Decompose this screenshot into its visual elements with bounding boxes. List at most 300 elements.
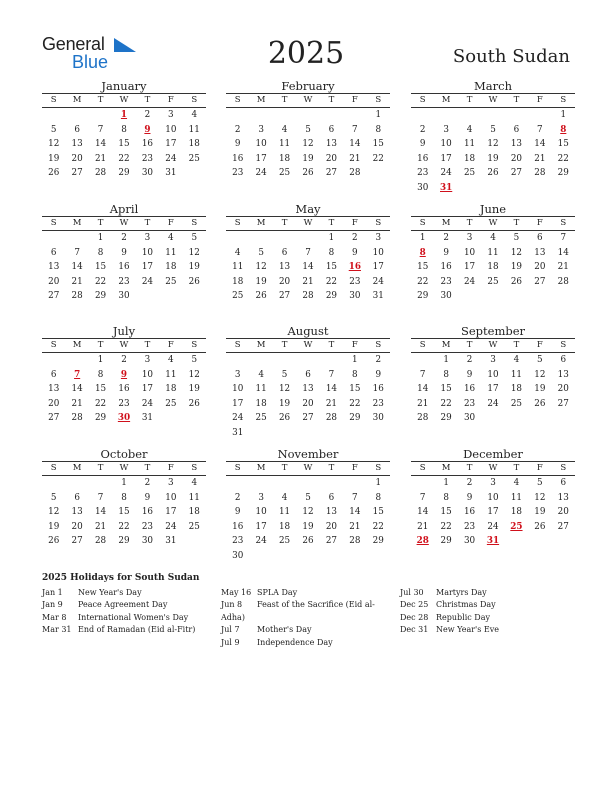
empty-cell (343, 476, 366, 491)
day-cell: 23 (141, 153, 154, 164)
weekday-label: T (513, 340, 520, 350)
day-cell: 1 (443, 355, 449, 365)
day-cell: 21 (302, 276, 314, 287)
day-cell: 2 (466, 478, 473, 488)
weekday-label: S (50, 463, 57, 473)
day-cell: 12 (48, 139, 60, 149)
day-cell: 29 (94, 291, 107, 301)
month-name: April (109, 202, 139, 216)
day-cell: 13 (71, 507, 83, 517)
month-june (411, 202, 575, 304)
day-cell: 14 (349, 139, 361, 149)
weekday-label: S (191, 218, 198, 228)
empty-cell (434, 108, 457, 123)
day-cell: 5 (191, 233, 198, 243)
empty-cell (343, 108, 366, 123)
weekday-label: T (144, 218, 151, 228)
weekday-label: S (419, 218, 426, 228)
day-cell: 25 (188, 521, 200, 532)
day-cell: 2 (144, 110, 151, 120)
day-cell: 12 (302, 139, 314, 149)
day-cell: 2 (144, 478, 151, 488)
weekday-label: S (560, 340, 567, 350)
weekday-label: T (466, 463, 473, 473)
day-cell: 12 (255, 262, 267, 272)
day-cell: 11 (165, 247, 177, 258)
holiday-name: Martyrs Day (436, 588, 487, 597)
empty-cell (296, 108, 319, 123)
weekday-label: S (234, 463, 241, 473)
holiday-name: New Year's Day (78, 588, 142, 597)
weekday-label: S (50, 95, 57, 105)
day-cell: 19 (278, 398, 291, 409)
day-cell: 17 (487, 384, 499, 394)
weekday-label: W (303, 95, 313, 105)
month-november (226, 447, 390, 563)
day-cell: 10 (463, 247, 476, 258)
day-cell: 24 (165, 153, 177, 164)
day-cell: 21 (349, 521, 361, 532)
weekday-label: W (488, 218, 498, 228)
day-cell: 8 (352, 369, 358, 380)
day-cell: 9 (466, 492, 473, 503)
weekday-header (42, 93, 206, 108)
day-cell: 18 (278, 521, 291, 532)
day-cell: 13 (302, 384, 314, 394)
weekday-label: W (303, 463, 313, 473)
day-cell: 17 (463, 262, 476, 272)
empty-cell (89, 476, 112, 491)
day-cell: 4 (234, 247, 241, 258)
day-cell: 30 (417, 182, 429, 193)
day-cell: 11 (463, 139, 476, 149)
weekday-label: S (375, 218, 382, 228)
weekday-label: T (144, 95, 151, 105)
day-cell: 8 (97, 247, 104, 258)
weekday-label: T (466, 218, 473, 228)
weekday-label: S (419, 340, 426, 350)
day-cell: 10 (141, 247, 154, 258)
day-cell: 18 (510, 507, 523, 517)
day-cell: 26 (510, 276, 523, 287)
day-cell: 27 (325, 168, 338, 178)
day-cell: 20 (48, 398, 60, 409)
day-cell: 7 (328, 369, 335, 380)
empty-cell (273, 108, 296, 123)
day-cell: 18 (188, 507, 200, 517)
holiday-item (400, 599, 499, 611)
holiday-name: Peace Agreement Day (78, 600, 168, 610)
day-cell: 18 (255, 398, 267, 409)
day-cell: 20 (302, 398, 314, 409)
day-cell: 30 (349, 291, 361, 301)
day-cell: 12 (534, 369, 546, 380)
weekday-header (42, 461, 206, 476)
day-cell: 28 (325, 413, 338, 423)
day-cell: 7 (97, 124, 104, 135)
holiday-name: End of Ramadan (Eid al-Fitr) (78, 625, 196, 635)
holiday-day-cell: 30 (117, 413, 131, 423)
day-cell: 19 (302, 153, 314, 164)
day-cell: 27 (71, 168, 83, 178)
day-cell: 19 (487, 153, 499, 164)
weekday-label: S (375, 340, 382, 350)
day-cell: 4 (258, 369, 264, 380)
holiday-date: Dec 25 (400, 600, 429, 610)
empty-cell (42, 476, 65, 491)
day-cell: 1 (97, 233, 104, 243)
weekday-header (411, 338, 575, 353)
day-cell: 11 (188, 492, 200, 503)
day-cell: 29 (557, 168, 569, 178)
day-cell: 31 (372, 291, 384, 301)
day-cell: 12 (534, 492, 546, 503)
holiday-date: Jul 30 (400, 588, 424, 597)
holiday-item (42, 587, 195, 599)
weekday-label: S (191, 463, 198, 473)
month-july (42, 324, 206, 426)
day-cell: 8 (443, 492, 449, 503)
holiday-date: Jan 1 (42, 588, 63, 597)
day-cell: 22 (349, 398, 361, 409)
weekday-label: M (72, 463, 82, 473)
day-cell: 14 (71, 262, 83, 272)
day-cell: 31 (232, 427, 244, 438)
month-name: June (479, 202, 507, 216)
day-cell: 3 (466, 233, 473, 243)
day-cell: 14 (534, 139, 546, 149)
day-cell: 18 (165, 384, 177, 394)
day-cell: 9 (443, 247, 449, 258)
day-cell: 21 (71, 398, 83, 409)
weekday-header (226, 461, 390, 476)
weekday-header (411, 93, 575, 108)
weekday-label: W (119, 218, 129, 228)
day-cell: 7 (305, 247, 311, 258)
day-cell: 17 (141, 384, 154, 394)
holiday-date: Jul 7 (221, 625, 240, 635)
day-cell: 27 (557, 521, 569, 532)
day-cell: 29 (94, 413, 107, 423)
day-cell: 15 (118, 507, 130, 517)
day-cell: 5 (50, 124, 57, 135)
holiday-day-cell: 8 (419, 247, 426, 258)
empty-cell (458, 108, 481, 123)
holiday-column (400, 587, 499, 637)
day-cell: 21 (534, 153, 546, 164)
month-september (411, 324, 575, 426)
day-cell: 19 (188, 384, 200, 394)
month-march (411, 79, 575, 195)
empty-cell (226, 108, 249, 123)
day-cell: 13 (278, 262, 291, 272)
day-cell: 10 (141, 369, 154, 380)
weekday-label: S (234, 340, 241, 350)
day-cell: 20 (71, 521, 83, 532)
holiday-date: Mar 31 (42, 625, 72, 635)
day-cell: 6 (560, 355, 567, 365)
weekday-label: W (303, 340, 313, 350)
day-cell: 16 (463, 507, 476, 517)
day-cell: 5 (305, 124, 311, 135)
day-cell: 16 (463, 384, 476, 394)
day-cell: 13 (48, 262, 60, 272)
empty-cell (65, 231, 88, 246)
empty-cell (411, 108, 434, 123)
weekday-label: F (536, 340, 543, 350)
day-cell: 28 (557, 276, 569, 287)
weekday-label: T (97, 340, 104, 350)
weekday-label: W (119, 340, 129, 350)
day-grid (42, 108, 206, 181)
holiday-date: Dec 28 (400, 612, 429, 622)
empty-cell (89, 108, 112, 123)
day-cell: 24 (487, 398, 499, 409)
day-grid (42, 476, 206, 549)
day-cell: 20 (534, 262, 546, 272)
day-cell: 11 (255, 384, 267, 394)
day-cell: 25 (487, 276, 499, 287)
day-cell: 7 (74, 247, 80, 258)
holiday-item (221, 612, 375, 624)
day-cell: 19 (48, 153, 60, 164)
day-cell: 30 (232, 550, 244, 561)
day-cell: 28 (534, 168, 546, 178)
day-cell: 4 (281, 492, 288, 503)
day-cell: 5 (50, 492, 57, 503)
day-cell: 30 (463, 413, 476, 423)
day-cell: 25 (255, 413, 267, 423)
weekday-label: T (144, 463, 151, 473)
empty-cell (42, 231, 65, 246)
day-cell: 1 (443, 478, 449, 488)
day-cell: 5 (537, 478, 543, 488)
day-cell: 1 (419, 233, 426, 243)
day-cell: 23 (232, 536, 244, 546)
day-cell: 15 (118, 139, 130, 149)
day-cell: 19 (534, 507, 546, 517)
day-cell: 18 (510, 384, 523, 394)
day-cell: 28 (302, 291, 314, 301)
day-cell: 2 (375, 355, 382, 365)
weekday-label: T (97, 463, 104, 473)
day-cell: 11 (510, 369, 523, 380)
day-cell: 26 (188, 398, 200, 409)
day-cell: 23 (118, 276, 130, 287)
day-cell: 20 (71, 153, 83, 164)
month-december (411, 447, 575, 549)
empty-cell (249, 108, 272, 123)
day-cell: 20 (325, 153, 338, 164)
day-cell: 1 (375, 110, 382, 120)
day-cell: 4 (168, 233, 174, 243)
day-cell: 14 (325, 384, 338, 394)
weekday-label: M (256, 463, 266, 473)
day-cell: 6 (305, 369, 311, 380)
day-cell: 23 (440, 276, 452, 287)
holiday-date: Adha) (221, 612, 245, 622)
day-cell: 30 (440, 291, 452, 301)
day-cell: 6 (74, 492, 80, 503)
day-cell: 10 (165, 492, 177, 503)
holiday-item (400, 624, 499, 636)
day-cell: 15 (440, 507, 452, 517)
weekday-label: S (560, 463, 567, 473)
day-cell: 14 (71, 384, 83, 394)
empty-cell (296, 231, 319, 246)
day-cell: 8 (121, 492, 127, 503)
weekday-label: S (234, 218, 241, 228)
holiday-day-cell: 16 (348, 262, 361, 272)
day-cell: 3 (490, 478, 496, 488)
holiday-date: Jul 9 (221, 637, 240, 647)
day-cell: 25 (165, 398, 177, 409)
holiday-day-cell: 31 (486, 536, 500, 546)
day-cell: 29 (118, 536, 130, 546)
empty-cell (296, 353, 319, 368)
day-cell: 16 (118, 384, 130, 394)
weekday-header (226, 216, 390, 231)
weekday-label: S (375, 95, 382, 105)
weekday-label: T (513, 463, 520, 473)
month-name: November (277, 447, 339, 461)
day-cell: 25 (165, 276, 177, 287)
day-cell: 9 (121, 247, 127, 258)
day-cell: 2 (234, 124, 241, 135)
day-cell: 28 (94, 536, 107, 546)
day-cell: 13 (71, 139, 83, 149)
day-cell: 11 (278, 139, 291, 149)
day-cell: 16 (417, 153, 429, 164)
day-cell: 18 (188, 139, 200, 149)
day-cell: 5 (513, 233, 520, 243)
weekday-label: S (419, 95, 426, 105)
weekday-label: S (560, 95, 567, 105)
day-cell: 16 (232, 521, 244, 532)
day-cell: 19 (510, 262, 523, 272)
day-cell: 20 (278, 276, 291, 287)
day-cell: 17 (372, 262, 384, 272)
day-cell: 4 (513, 355, 520, 365)
day-cell: 17 (440, 153, 452, 164)
day-grid (226, 108, 390, 181)
day-cell: 24 (487, 521, 499, 532)
empty-cell (528, 108, 551, 123)
day-cell: 9 (144, 492, 151, 503)
holiday-day-cell: 9 (120, 369, 128, 380)
day-cell: 26 (48, 168, 60, 178)
weekday-label: F (351, 218, 358, 228)
day-cell: 22 (372, 521, 384, 532)
day-cell: 4 (281, 124, 288, 135)
empty-cell (226, 476, 249, 491)
day-cell: 12 (487, 139, 499, 149)
empty-cell (320, 476, 343, 491)
day-cell: 22 (440, 521, 452, 532)
day-cell: 9 (352, 247, 358, 258)
day-cell: 2 (234, 492, 241, 503)
day-cell: 13 (510, 139, 523, 149)
day-cell: 28 (417, 413, 429, 423)
month-name: October (100, 447, 148, 461)
day-cell: 7 (97, 492, 104, 503)
empty-cell (42, 108, 65, 123)
holiday-item (221, 599, 375, 611)
day-cell: 28 (94, 168, 107, 178)
day-grid (411, 231, 575, 304)
day-cell: 13 (325, 507, 338, 517)
holiday-name: Christmas Day (436, 600, 496, 610)
day-cell: 14 (94, 139, 107, 149)
day-cell: 6 (560, 478, 567, 488)
empty-cell (411, 476, 434, 491)
empty-cell (226, 231, 249, 246)
day-cell: 29 (372, 536, 384, 546)
day-cell: 16 (372, 384, 384, 394)
day-cell: 5 (258, 247, 264, 258)
day-cell: 3 (258, 124, 264, 135)
day-cell: 20 (510, 153, 523, 164)
weekday-label: F (536, 95, 543, 105)
day-cell: 3 (144, 355, 151, 365)
logo-text-general: General (42, 34, 105, 54)
weekday-label: F (351, 95, 358, 105)
holiday-item (221, 587, 375, 599)
empty-cell (65, 108, 88, 123)
weekday-label: T (513, 95, 520, 105)
day-cell: 10 (255, 139, 267, 149)
weekday-label: W (119, 463, 129, 473)
day-cell: 23 (349, 276, 361, 287)
day-cell: 6 (50, 369, 57, 380)
day-cell: 12 (302, 507, 314, 517)
day-cell: 9 (234, 139, 241, 149)
day-cell: 8 (121, 124, 127, 135)
day-cell: 1 (560, 110, 567, 120)
day-cell: 16 (118, 262, 130, 272)
day-cell: 24 (372, 276, 384, 287)
day-cell: 6 (281, 247, 288, 258)
weekday-label: M (441, 463, 451, 473)
day-cell: 5 (537, 355, 543, 365)
weekday-label: M (72, 218, 82, 228)
day-cell: 29 (440, 413, 452, 423)
month-october (42, 447, 206, 549)
day-cell: 9 (466, 369, 473, 380)
day-cell: 3 (144, 233, 151, 243)
weekday-label: T (513, 218, 520, 228)
day-cell: 17 (232, 398, 244, 409)
day-cell: 4 (490, 233, 496, 243)
day-cell: 18 (278, 153, 291, 164)
day-cell: 19 (534, 384, 546, 394)
day-cell: 25 (463, 168, 476, 178)
day-cell: 4 (191, 478, 198, 488)
weekday-label: T (97, 218, 104, 228)
holiday-name: Republic Day (436, 612, 490, 622)
month-april (42, 202, 206, 304)
day-cell: 31 (165, 536, 177, 546)
weekday-label: M (441, 95, 451, 105)
empty-cell (320, 353, 343, 368)
day-cell: 7 (352, 492, 358, 503)
day-grid (226, 231, 390, 304)
calendar-year: 2025 (267, 36, 345, 71)
month-name: May (295, 202, 321, 216)
day-cell: 3 (490, 355, 496, 365)
day-cell: 15 (417, 262, 429, 272)
day-cell: 15 (440, 384, 452, 394)
